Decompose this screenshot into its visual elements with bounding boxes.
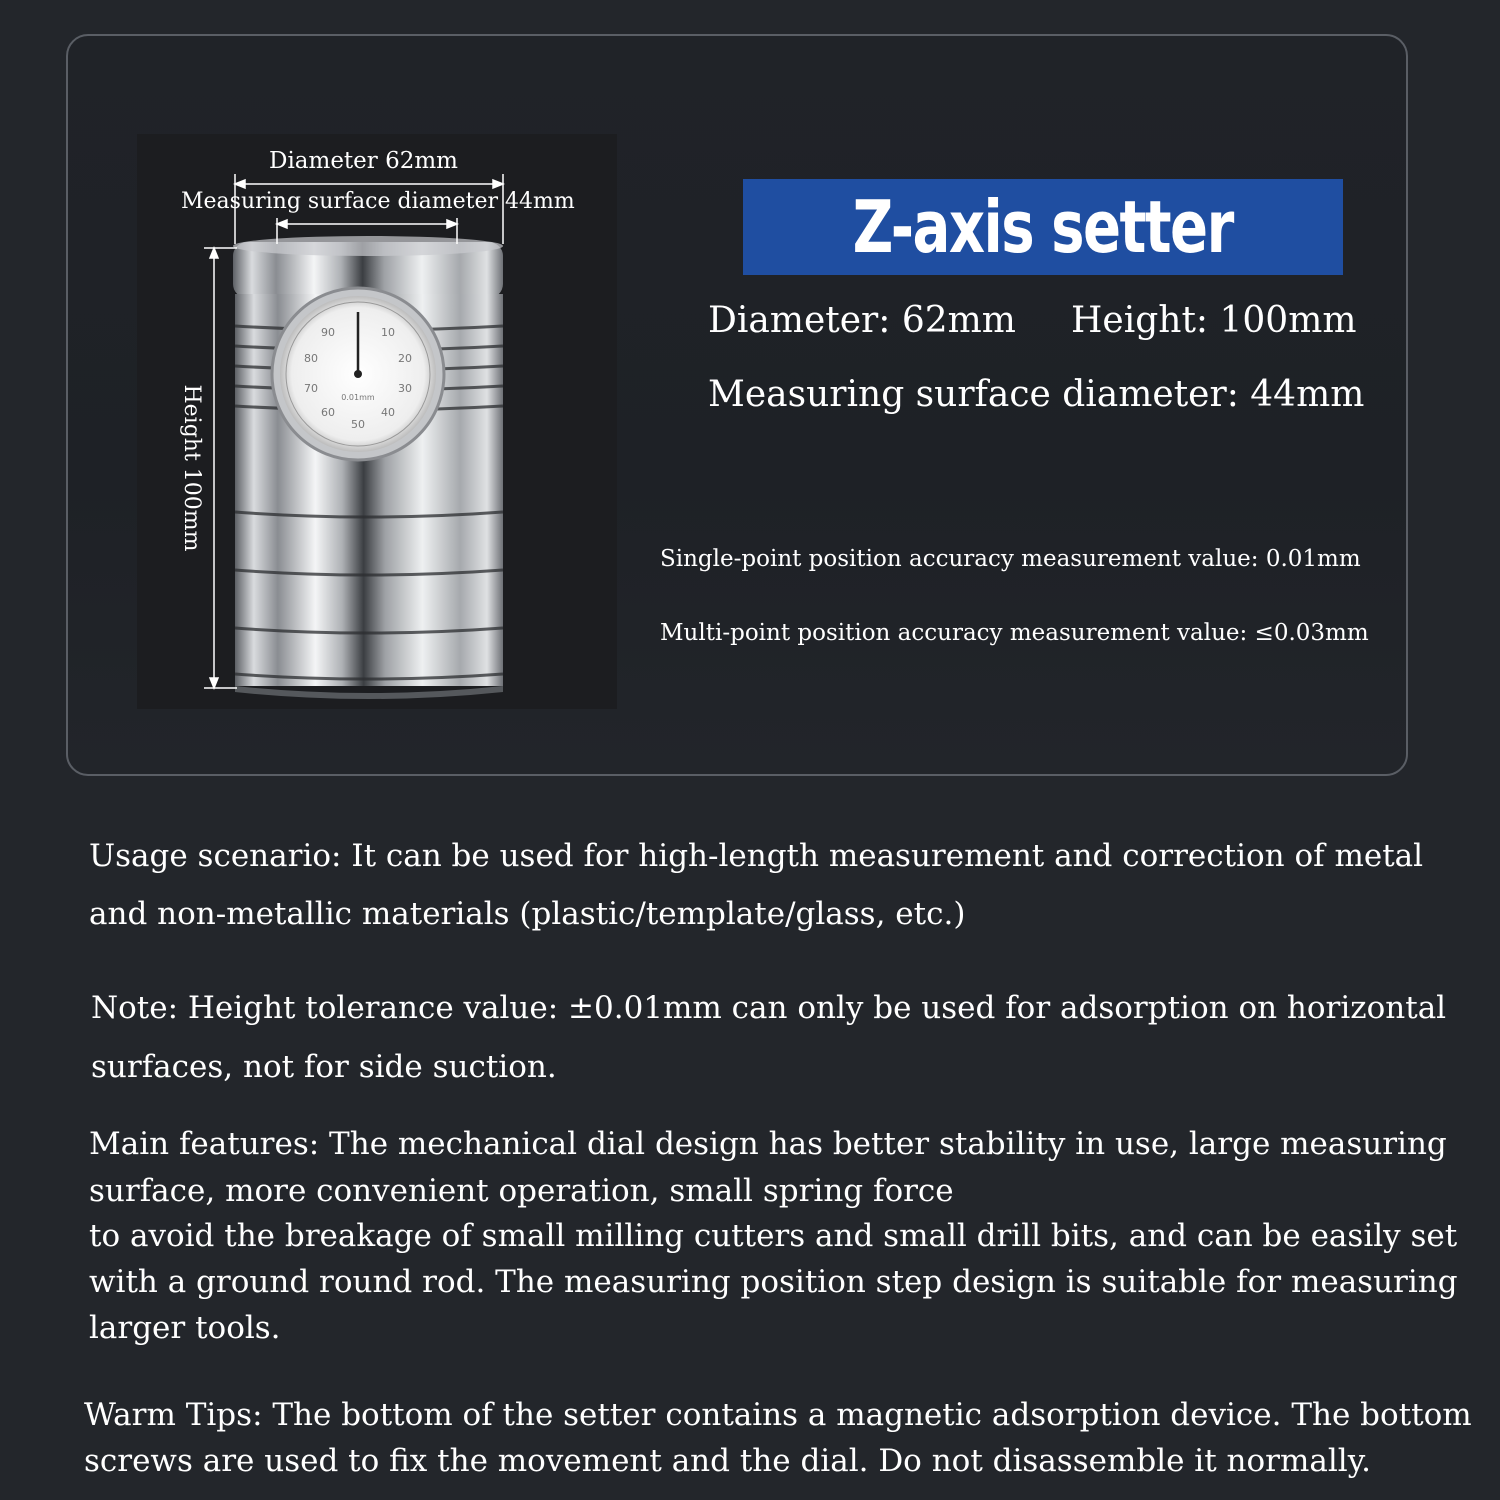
features-line-4: with a ground round rod. The measuring position step design is suitable for measuring [89, 1264, 1458, 1300]
page-title: Z-axis setter [852, 185, 1234, 269]
dial-number: 70 [304, 382, 318, 395]
z-axis-setter-illustration [137, 134, 617, 709]
multi-point-accuracy: Multi-point position accuracy measurement value: ≤0.03mm [660, 620, 1369, 646]
dial-number: 50 [351, 418, 365, 431]
dial-number: 40 [381, 406, 395, 419]
dial-number: 30 [398, 382, 412, 395]
dial-number: 60 [321, 406, 335, 419]
height-dimension-label: Height 100mm [179, 384, 204, 552]
spec-measuring-surface: Measuring surface diameter: 44mm [708, 374, 1365, 415]
usage-scenario-line-1: Usage scenario: It can be used for high-length measurement and correction of metal [89, 838, 1424, 874]
dial-unit: 0.01mm [341, 393, 375, 402]
single-point-accuracy: Single-point position accuracy measurement value: 0.01mm [660, 546, 1361, 572]
spec-height: Height: 100mm [1071, 300, 1357, 341]
warm-tips-line-1: Warm Tips: The bottom of the setter contains a magnetic adsorption device. The bottom [84, 1397, 1472, 1433]
features-line-2: surface, more convenient operation, small spring force [89, 1173, 954, 1209]
features-line-5: larger tools. [89, 1310, 281, 1346]
features-line-1: Main features: The mechanical dial design has better stability in use, large measuring [89, 1126, 1447, 1162]
product-image [137, 134, 617, 709]
diameter-dimension-label: Diameter 62mm [269, 148, 458, 174]
dial-number: 10 [381, 326, 395, 339]
warm-tips-line-2: screws are used to fix the movement and the dial. Do not disassemble it normally. [84, 1443, 1371, 1479]
note-line-2: surfaces, not for side suction. [91, 1049, 557, 1085]
note-line-1: Note: Height tolerance value: ±0.01mm can only be used for adsorption on horizontal [91, 990, 1447, 1026]
dial-number: 20 [398, 352, 412, 365]
title-banner [743, 179, 1343, 275]
dial-number: 90 [321, 326, 335, 339]
usage-scenario-line-2: and non-metallic materials (plastic/template/glass, etc.) [89, 896, 966, 932]
spec-diameter: Diameter: 62mm [708, 300, 1016, 341]
features-line-3: to avoid the breakage of small milling cutters and small drill bits, and can be easily set [89, 1218, 1458, 1254]
dial-number: 80 [304, 352, 318, 365]
measuring-surface-dimension-label: Measuring surface diameter 44mm [181, 189, 575, 214]
